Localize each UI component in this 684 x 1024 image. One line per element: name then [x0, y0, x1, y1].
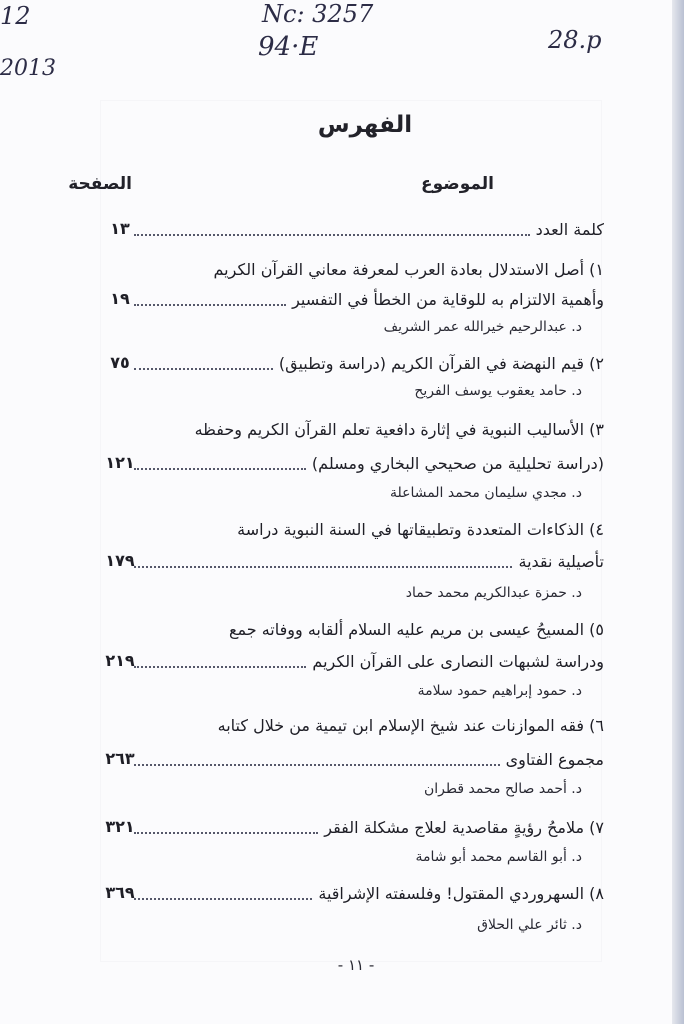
- toc-entry-line: ٣) الأساليب النبوية في إثارة دافعية تعلم القرآن الكريم وحفظه: [194, 419, 604, 439]
- handwritten-call-number: 94·E: [258, 32, 319, 62]
- author-name: د. عبدالرحيم خيرالله عمر الشريف: [383, 319, 582, 335]
- toc-entry-line: (دراسة تحليلية من صحيحي البخاري ومسلم): [128, 448, 604, 478]
- author-name: د. مجدي سليمان محمد المشاعلة: [389, 485, 582, 501]
- author-name: د. حمزة عبدالكريم محمد حماد: [405, 585, 582, 601]
- author-name: د. حمود إبراهيم حمود سلامة: [417, 683, 582, 699]
- page-number: ١٢١: [105, 453, 135, 472]
- dot-leader: [134, 304, 286, 306]
- dot-leader: [134, 566, 512, 568]
- dot-leader: [134, 832, 318, 834]
- toc-entry-line: مجموع الفتاوى: [128, 744, 604, 774]
- page-number: ١٩: [110, 289, 130, 308]
- toc-entry-line: وأهمية الالتزام به للوقاية من الخطأ في التفسير: [128, 284, 604, 314]
- toc-entry-line: ٥) المسيحُ عيسى بن مريم عليه السلام ألقابه ووفاته جمع: [228, 619, 604, 639]
- handwritten-note: 28.p: [548, 26, 602, 54]
- page-edge: [672, 0, 684, 1024]
- page-number: ٢٦٣: [105, 749, 135, 768]
- dot-leader: [134, 234, 530, 236]
- page-number: ٣٢١: [105, 817, 135, 836]
- page-title: الفهرس: [317, 112, 413, 138]
- author-name: د. أبو القاسم محمد أبو شامة: [415, 849, 582, 865]
- author-name: د. ثائر علي الحلاق: [477, 917, 582, 933]
- toc-entry-line: كلمة العدد: [128, 214, 604, 244]
- toc-entry-line: ٨) السهروردي المقتول! وفلسفته الإشراقية: [128, 878, 604, 908]
- author-name: د. أحمد صالح محمد قطران: [424, 781, 582, 797]
- author-name: د. حامد يعقوب يوسف الفريح: [414, 383, 582, 399]
- page-number: ٣٦٩: [105, 883, 135, 902]
- dot-leader: [134, 764, 500, 766]
- toc-entry-line: تأصيلية نقدية: [128, 546, 604, 576]
- dot-leader: [134, 368, 273, 370]
- page-number: ٢١٩: [105, 651, 135, 670]
- page-number: ١٧٩: [105, 551, 135, 570]
- dot-leader: [134, 898, 312, 900]
- toc-entry-line: ٦) فقه الموازنات عند شيخ الإسلام ابن تيمية من خلال كتابه: [217, 715, 604, 735]
- toc-entry-line: ٧) ملامحُ رؤيةٍ مقاصدية لعلاج مشكلة الفقر: [128, 812, 604, 842]
- handwritten-note: 2013: [0, 56, 56, 81]
- page-column-header: الصفحة: [68, 174, 132, 194]
- toc-entry-line: ٤) الذكاءات المتعددة وتطبيقاتها في السنة النبوية دراسة: [237, 519, 604, 539]
- page-footer-number: - ١١ -: [337, 956, 375, 974]
- page-number: ٧٥: [110, 353, 130, 372]
- handwritten-note: 12: [0, 2, 31, 30]
- page-number: ١٣: [110, 219, 130, 238]
- toc-entry-line: ودراسة لشبهات النصارى على القرآن الكريم: [128, 646, 604, 676]
- toc-entry-line: ١) أصل الاستدلال بعادة العرب لمعرفة معاني القرآن الكريم: [213, 259, 604, 279]
- handwritten-call-number: Nc: 3257: [262, 0, 374, 28]
- dot-leader: [134, 666, 306, 668]
- toc-entry-line: ٢) قيم النهضة في القرآن الكريم (دراسة وتطبيق): [128, 348, 604, 378]
- dot-leader: [134, 468, 306, 470]
- topic-column-header: الموضوع: [421, 174, 494, 194]
